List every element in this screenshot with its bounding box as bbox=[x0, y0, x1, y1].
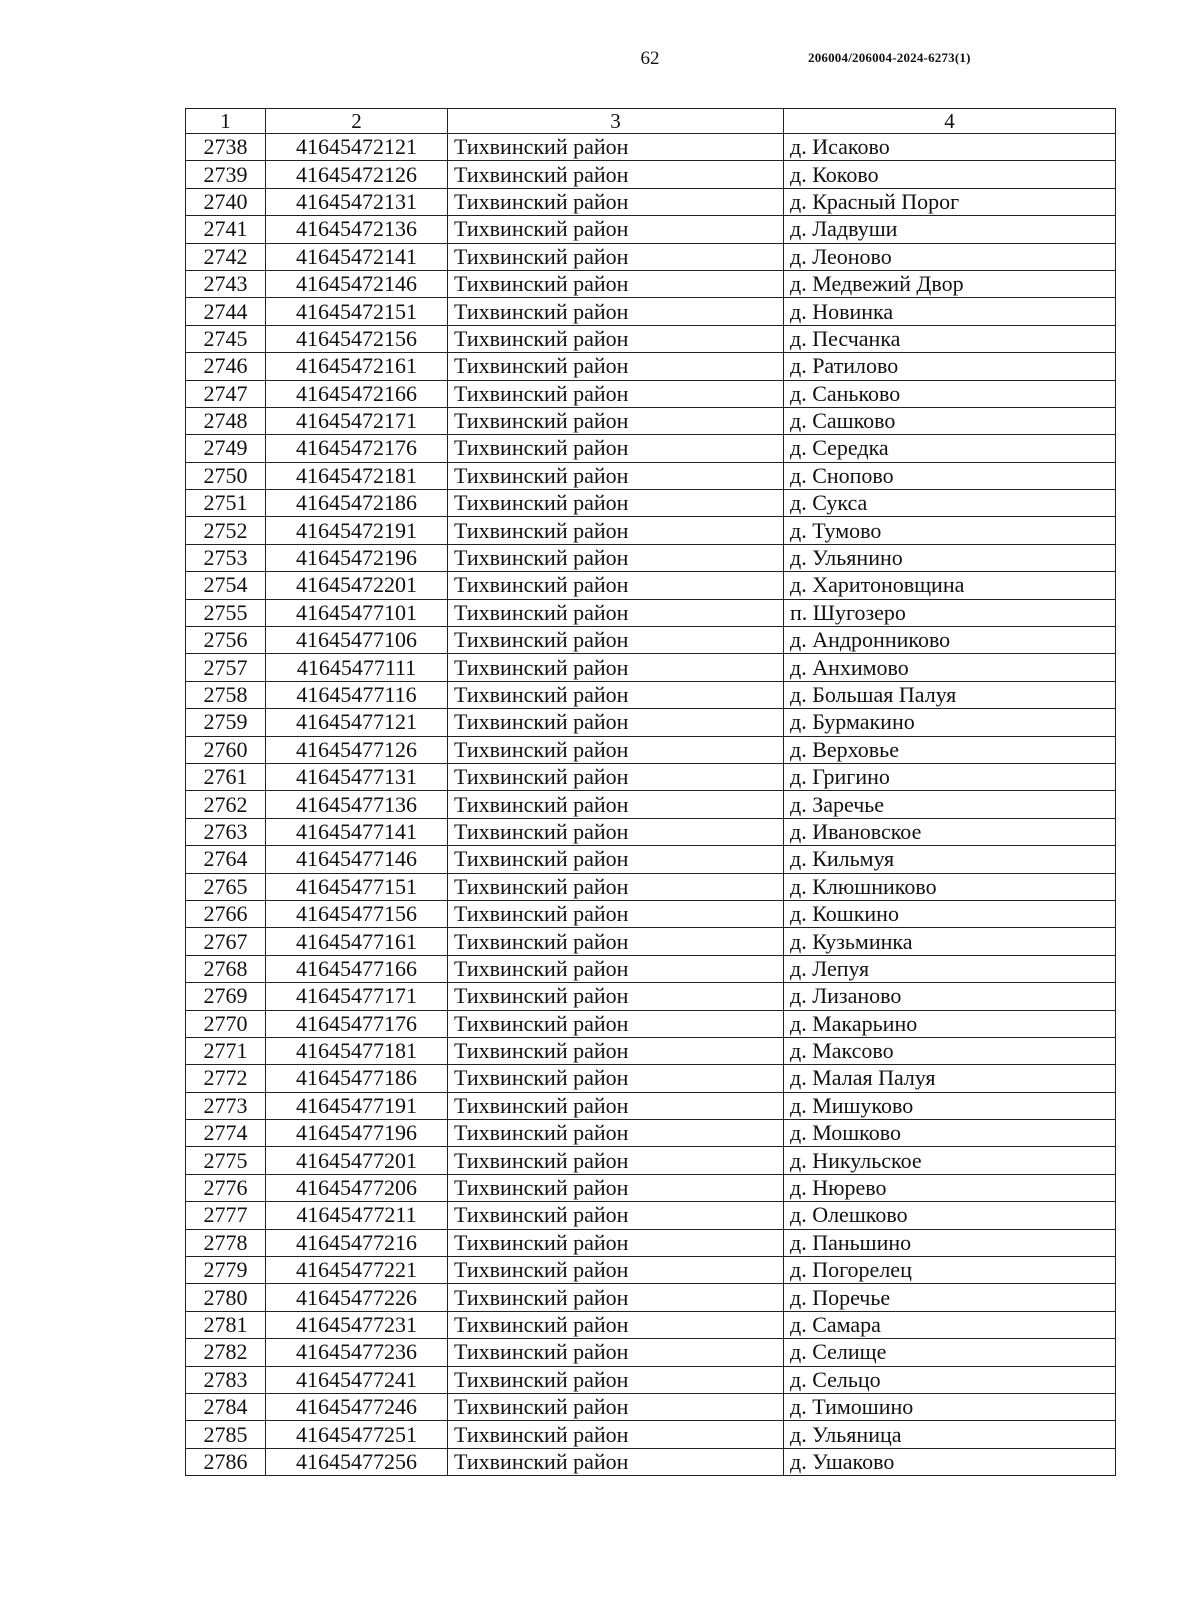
table-row bbox=[186, 407, 1116, 434]
row-number-cell: 2761 bbox=[186, 763, 266, 790]
code-cell: 41645472176 bbox=[266, 435, 448, 462]
code-cell: 41645472196 bbox=[266, 544, 448, 571]
code-cell: 41645477246 bbox=[266, 1393, 448, 1420]
code-cell: 41645472191 bbox=[266, 517, 448, 544]
code-cell: 41645477116 bbox=[266, 681, 448, 708]
header-row bbox=[186, 109, 1116, 134]
district-cell: Тихвинский район bbox=[448, 325, 784, 352]
settlement-cell: д. Коково bbox=[784, 161, 1116, 188]
district-cell: Тихвинский район bbox=[448, 270, 784, 297]
settlement-cell: д. Клюшниково bbox=[784, 873, 1116, 900]
settlement-cell: д. Сукса bbox=[784, 490, 1116, 517]
table-row bbox=[186, 544, 1116, 571]
table-row bbox=[186, 983, 1116, 1010]
district-cell: Тихвинский район bbox=[448, 1120, 784, 1147]
table-row bbox=[186, 1092, 1116, 1119]
row-number-cell: 2784 bbox=[186, 1393, 266, 1420]
settlement-cell: д. Ратилово bbox=[784, 353, 1116, 380]
settlement-cell: д. Снопово bbox=[784, 462, 1116, 489]
row-number-cell: 2746 bbox=[186, 353, 266, 380]
row-number-cell: 2753 bbox=[186, 544, 266, 571]
row-number-cell: 2749 bbox=[186, 435, 266, 462]
row-number-cell: 2767 bbox=[186, 928, 266, 955]
district-cell: Тихвинский район bbox=[448, 681, 784, 708]
table-row bbox=[186, 1257, 1116, 1284]
code-cell: 41645477216 bbox=[266, 1229, 448, 1256]
row-number-cell: 2783 bbox=[186, 1366, 266, 1393]
district-cell: Тихвинский район bbox=[448, 298, 784, 325]
table-row bbox=[186, 1311, 1116, 1338]
code-cell: 41645477131 bbox=[266, 763, 448, 790]
code-cell: 41645477111 bbox=[266, 654, 448, 681]
code-cell: 41645477196 bbox=[266, 1120, 448, 1147]
table-body bbox=[186, 134, 1116, 1476]
district-cell: Тихвинский район bbox=[448, 846, 784, 873]
row-number-cell: 2785 bbox=[186, 1421, 266, 1448]
settlement-cell: д. Красный Порог bbox=[784, 188, 1116, 215]
settlement-cell: д. Лизаново bbox=[784, 983, 1116, 1010]
code-cell: 41645472136 bbox=[266, 216, 448, 243]
row-number-cell: 2738 bbox=[186, 134, 266, 161]
district-cell: Тихвинский район bbox=[448, 490, 784, 517]
district-cell: Тихвинский район bbox=[448, 1284, 784, 1311]
settlement-cell: д. Поречье bbox=[784, 1284, 1116, 1311]
code-cell: 41645472131 bbox=[266, 188, 448, 215]
row-number-cell: 2758 bbox=[186, 681, 266, 708]
table-row bbox=[186, 1202, 1116, 1229]
table-header bbox=[186, 109, 1116, 134]
table-row bbox=[186, 353, 1116, 380]
code-cell: 41645472181 bbox=[266, 462, 448, 489]
table-row bbox=[186, 709, 1116, 736]
settlement-cell: д. Паньшино bbox=[784, 1229, 1116, 1256]
table-row bbox=[186, 873, 1116, 900]
settlement-cell: д. Ульяница bbox=[784, 1421, 1116, 1448]
district-cell: Тихвинский район bbox=[448, 517, 784, 544]
row-number-cell: 2747 bbox=[186, 380, 266, 407]
district-cell: Тихвинский район bbox=[448, 380, 784, 407]
settlement-cell: д. Саньково bbox=[784, 380, 1116, 407]
settlement-cell: д. Никульское bbox=[784, 1147, 1116, 1174]
row-number-cell: 2772 bbox=[186, 1065, 266, 1092]
settlement-cell: д. Ладвуши bbox=[784, 216, 1116, 243]
document-reference: 206004/206004-2024-6273(1) bbox=[808, 50, 971, 65]
settlement-cell: д. Ульянино bbox=[784, 544, 1116, 571]
settlement-cell: д. Большая Палуя bbox=[784, 681, 1116, 708]
settlement-cell: д. Лепуя bbox=[784, 955, 1116, 982]
table-row bbox=[186, 1366, 1116, 1393]
row-number-cell: 2774 bbox=[186, 1120, 266, 1147]
district-cell: Тихвинский район bbox=[448, 928, 784, 955]
district-cell: Тихвинский район bbox=[448, 243, 784, 270]
table-row bbox=[186, 1037, 1116, 1064]
table-row bbox=[186, 791, 1116, 818]
table-row bbox=[186, 627, 1116, 654]
row-number-cell: 2766 bbox=[186, 900, 266, 927]
code-cell: 41645477206 bbox=[266, 1174, 448, 1201]
settlement-cell: д. Леоново bbox=[784, 243, 1116, 270]
row-number-cell: 2750 bbox=[186, 462, 266, 489]
settlement-cell: д. Селище bbox=[784, 1339, 1116, 1366]
table-row bbox=[186, 435, 1116, 462]
table-row bbox=[186, 134, 1116, 161]
district-cell: Тихвинский район bbox=[448, 1311, 784, 1338]
table-row bbox=[186, 270, 1116, 297]
code-cell: 41645477141 bbox=[266, 818, 448, 845]
table-row bbox=[186, 216, 1116, 243]
code-cell: 41645477171 bbox=[266, 983, 448, 1010]
table-row bbox=[186, 1147, 1116, 1174]
table-row bbox=[186, 1010, 1116, 1037]
row-number-cell: 2745 bbox=[186, 325, 266, 352]
district-cell: Тихвинский район bbox=[448, 1366, 784, 1393]
table-row bbox=[186, 599, 1116, 626]
settlement-cell: д. Малая Палуя bbox=[784, 1065, 1116, 1092]
settlement-cell: д. Харитоновщина bbox=[784, 572, 1116, 599]
code-cell: 41645477151 bbox=[266, 873, 448, 900]
district-cell: Тихвинский район bbox=[448, 134, 784, 161]
table-row bbox=[186, 1065, 1116, 1092]
code-cell: 41645477191 bbox=[266, 1092, 448, 1119]
code-cell: 41645477256 bbox=[266, 1448, 448, 1475]
row-number-cell: 2769 bbox=[186, 983, 266, 1010]
table-row bbox=[186, 380, 1116, 407]
table-row bbox=[186, 736, 1116, 763]
table-row bbox=[186, 1448, 1116, 1475]
district-cell: Тихвинский район bbox=[448, 353, 784, 380]
code-cell: 41645477186 bbox=[266, 1065, 448, 1092]
settlement-cell: д. Ивановское bbox=[784, 818, 1116, 845]
table-row bbox=[186, 243, 1116, 270]
table-row bbox=[186, 818, 1116, 845]
row-number-cell: 2782 bbox=[186, 1339, 266, 1366]
district-cell: Тихвинский район bbox=[448, 407, 784, 434]
settlement-cell: д. Андронниково bbox=[784, 627, 1116, 654]
row-number-cell: 2751 bbox=[186, 490, 266, 517]
district-cell: Тихвинский район bbox=[448, 1010, 784, 1037]
row-number-cell: 2757 bbox=[186, 654, 266, 681]
code-cell: 41645477136 bbox=[266, 791, 448, 818]
row-number-cell: 2780 bbox=[186, 1284, 266, 1311]
row-number-cell: 2771 bbox=[186, 1037, 266, 1064]
table-row bbox=[186, 1229, 1116, 1256]
district-cell: Тихвинский район bbox=[448, 544, 784, 571]
code-cell: 41645477161 bbox=[266, 928, 448, 955]
row-number-cell: 2759 bbox=[186, 709, 266, 736]
district-cell: Тихвинский район bbox=[448, 900, 784, 927]
code-cell: 41645472141 bbox=[266, 243, 448, 270]
code-cell: 41645477106 bbox=[266, 627, 448, 654]
district-cell: Тихвинский район bbox=[448, 1339, 784, 1366]
code-cell: 41645477176 bbox=[266, 1010, 448, 1037]
settlement-cell: д. Анхимово bbox=[784, 654, 1116, 681]
code-cell: 41645477156 bbox=[266, 900, 448, 927]
row-number-cell: 2779 bbox=[186, 1257, 266, 1284]
settlement-cell: д. Новинка bbox=[784, 298, 1116, 325]
code-cell: 41645477166 bbox=[266, 955, 448, 982]
row-number-cell: 2776 bbox=[186, 1174, 266, 1201]
table-row bbox=[186, 325, 1116, 352]
column-header-1: 1 bbox=[186, 109, 266, 134]
settlement-cell: д. Сашково bbox=[784, 407, 1116, 434]
settlement-cell: д. Олешково bbox=[784, 1202, 1116, 1229]
settlement-cell: д. Заречье bbox=[784, 791, 1116, 818]
code-cell: 41645477146 bbox=[266, 846, 448, 873]
settlement-cell: д. Кузьминка bbox=[784, 928, 1116, 955]
row-number-cell: 2781 bbox=[186, 1311, 266, 1338]
code-cell: 41645477251 bbox=[266, 1421, 448, 1448]
settlement-cell: д. Сельцо bbox=[784, 1366, 1116, 1393]
table-row bbox=[186, 462, 1116, 489]
district-cell: Тихвинский район bbox=[448, 572, 784, 599]
settlement-cell: д. Кильмуя bbox=[784, 846, 1116, 873]
district-cell: Тихвинский район bbox=[448, 873, 784, 900]
code-cell: 41645477126 bbox=[266, 736, 448, 763]
district-cell: Тихвинский район bbox=[448, 983, 784, 1010]
district-cell: Тихвинский район bbox=[448, 818, 784, 845]
code-cell: 41645472166 bbox=[266, 380, 448, 407]
district-cell: Тихвинский район bbox=[448, 1393, 784, 1420]
row-number-cell: 2762 bbox=[186, 791, 266, 818]
code-cell: 41645472146 bbox=[266, 270, 448, 297]
settlement-cell: д. Исаково bbox=[784, 134, 1116, 161]
row-number-cell: 2765 bbox=[186, 873, 266, 900]
table-row bbox=[186, 681, 1116, 708]
district-cell: Тихвинский район bbox=[448, 654, 784, 681]
column-header-2: 2 bbox=[266, 109, 448, 134]
table-row bbox=[186, 654, 1116, 681]
settlement-table bbox=[185, 108, 1116, 1476]
settlement-cell: д. Верховье bbox=[784, 736, 1116, 763]
row-number-cell: 2786 bbox=[186, 1448, 266, 1475]
code-cell: 41645477236 bbox=[266, 1339, 448, 1366]
code-cell: 41645477221 bbox=[266, 1257, 448, 1284]
district-cell: Тихвинский район bbox=[448, 161, 784, 188]
district-cell: Тихвинский район bbox=[448, 188, 784, 215]
row-number-cell: 2763 bbox=[186, 818, 266, 845]
district-cell: Тихвинский район bbox=[448, 1037, 784, 1064]
code-cell: 41645472201 bbox=[266, 572, 448, 599]
code-cell: 41645477211 bbox=[266, 1202, 448, 1229]
row-number-cell: 2748 bbox=[186, 407, 266, 434]
district-cell: Тихвинский район bbox=[448, 462, 784, 489]
settlement-cell: д. Кошкино bbox=[784, 900, 1116, 927]
district-cell: Тихвинский район bbox=[448, 627, 784, 654]
column-header-3: 3 bbox=[448, 109, 784, 134]
table-row bbox=[186, 490, 1116, 517]
table-row bbox=[186, 1393, 1116, 1420]
code-cell: 41645477101 bbox=[266, 599, 448, 626]
district-cell: Тихвинский район bbox=[448, 955, 784, 982]
code-cell: 41645472151 bbox=[266, 298, 448, 325]
district-cell: Тихвинский район bbox=[448, 791, 784, 818]
table-row bbox=[186, 1120, 1116, 1147]
row-number-cell: 2778 bbox=[186, 1229, 266, 1256]
district-cell: Тихвинский район bbox=[448, 736, 784, 763]
table-row bbox=[186, 1284, 1116, 1311]
row-number-cell: 2752 bbox=[186, 517, 266, 544]
table-row bbox=[186, 572, 1116, 599]
district-cell: Тихвинский район bbox=[448, 599, 784, 626]
settlement-cell: д. Тумово bbox=[784, 517, 1116, 544]
row-number-cell: 2755 bbox=[186, 599, 266, 626]
district-cell: Тихвинский район bbox=[448, 1147, 784, 1174]
row-number-cell: 2740 bbox=[186, 188, 266, 215]
settlement-cell: д. Песчанка bbox=[784, 325, 1116, 352]
code-cell: 41645472186 bbox=[266, 490, 448, 517]
code-cell: 41645477181 bbox=[266, 1037, 448, 1064]
settlement-cell: д. Нюрево bbox=[784, 1174, 1116, 1201]
row-number-cell: 2760 bbox=[186, 736, 266, 763]
code-cell: 41645477241 bbox=[266, 1366, 448, 1393]
district-cell: Тихвинский район bbox=[448, 1092, 784, 1119]
row-number-cell: 2768 bbox=[186, 955, 266, 982]
district-cell: Тихвинский район bbox=[448, 1448, 784, 1475]
district-cell: Тихвинский район bbox=[448, 709, 784, 736]
row-number-cell: 2742 bbox=[186, 243, 266, 270]
district-cell: Тихвинский район bbox=[448, 1421, 784, 1448]
row-number-cell: 2741 bbox=[186, 216, 266, 243]
row-number-cell: 2764 bbox=[186, 846, 266, 873]
row-number-cell: 2754 bbox=[186, 572, 266, 599]
table-row bbox=[186, 1174, 1116, 1201]
code-cell: 41645477226 bbox=[266, 1284, 448, 1311]
table-row bbox=[186, 517, 1116, 544]
page-number: 62 bbox=[640, 48, 660, 69]
code-cell: 41645477201 bbox=[266, 1147, 448, 1174]
table-row bbox=[186, 298, 1116, 325]
table-row bbox=[186, 955, 1116, 982]
district-cell: Тихвинский район bbox=[448, 1065, 784, 1092]
code-cell: 41645472161 bbox=[266, 353, 448, 380]
column-header-4: 4 bbox=[784, 109, 1116, 134]
settlement-cell: д. Самара bbox=[784, 1311, 1116, 1338]
settlement-cell: д. Тимошино bbox=[784, 1393, 1116, 1420]
settlement-cell: д. Макарьино bbox=[784, 1010, 1116, 1037]
code-cell: 41645472156 bbox=[266, 325, 448, 352]
settlement-cell: п. Шугозеро bbox=[784, 599, 1116, 626]
table-row bbox=[186, 1421, 1116, 1448]
settlement-cell: д. Мишуково bbox=[784, 1092, 1116, 1119]
row-number-cell: 2756 bbox=[186, 627, 266, 654]
district-cell: Тихвинский район bbox=[448, 763, 784, 790]
table-row bbox=[186, 928, 1116, 955]
code-cell: 41645477121 bbox=[266, 709, 448, 736]
table-row bbox=[186, 763, 1116, 790]
table-row bbox=[186, 900, 1116, 927]
table-row bbox=[186, 161, 1116, 188]
settlement-cell: д. Погорелец bbox=[784, 1257, 1116, 1284]
district-cell: Тихвинский район bbox=[448, 435, 784, 462]
code-cell: 41645472126 bbox=[266, 161, 448, 188]
settlement-cell: д. Медвежий Двор bbox=[784, 270, 1116, 297]
settlement-cell: д. Мошково bbox=[784, 1120, 1116, 1147]
row-number-cell: 2777 bbox=[186, 1202, 266, 1229]
row-number-cell: 2773 bbox=[186, 1092, 266, 1119]
district-cell: Тихвинский район bbox=[448, 1257, 784, 1284]
settlement-cell: д. Бурмакино bbox=[784, 709, 1116, 736]
district-cell: Тихвинский район bbox=[448, 216, 784, 243]
row-number-cell: 2739 bbox=[186, 161, 266, 188]
row-number-cell: 2744 bbox=[186, 298, 266, 325]
table-row bbox=[186, 1339, 1116, 1366]
row-number-cell: 2743 bbox=[186, 270, 266, 297]
settlement-cell: д. Ушаково bbox=[784, 1448, 1116, 1475]
district-cell: Тихвинский район bbox=[448, 1202, 784, 1229]
district-cell: Тихвинский район bbox=[448, 1229, 784, 1256]
row-number-cell: 2770 bbox=[186, 1010, 266, 1037]
settlement-cell: д. Середка bbox=[784, 435, 1116, 462]
table-row bbox=[186, 188, 1116, 215]
table-row bbox=[186, 846, 1116, 873]
district-cell: Тихвинский район bbox=[448, 1174, 784, 1201]
settlement-cell: д. Максово bbox=[784, 1037, 1116, 1064]
code-cell: 41645472121 bbox=[266, 134, 448, 161]
code-cell: 41645472171 bbox=[266, 407, 448, 434]
code-cell: 41645477231 bbox=[266, 1311, 448, 1338]
row-number-cell: 2775 bbox=[186, 1147, 266, 1174]
settlement-cell: д. Григино bbox=[784, 763, 1116, 790]
